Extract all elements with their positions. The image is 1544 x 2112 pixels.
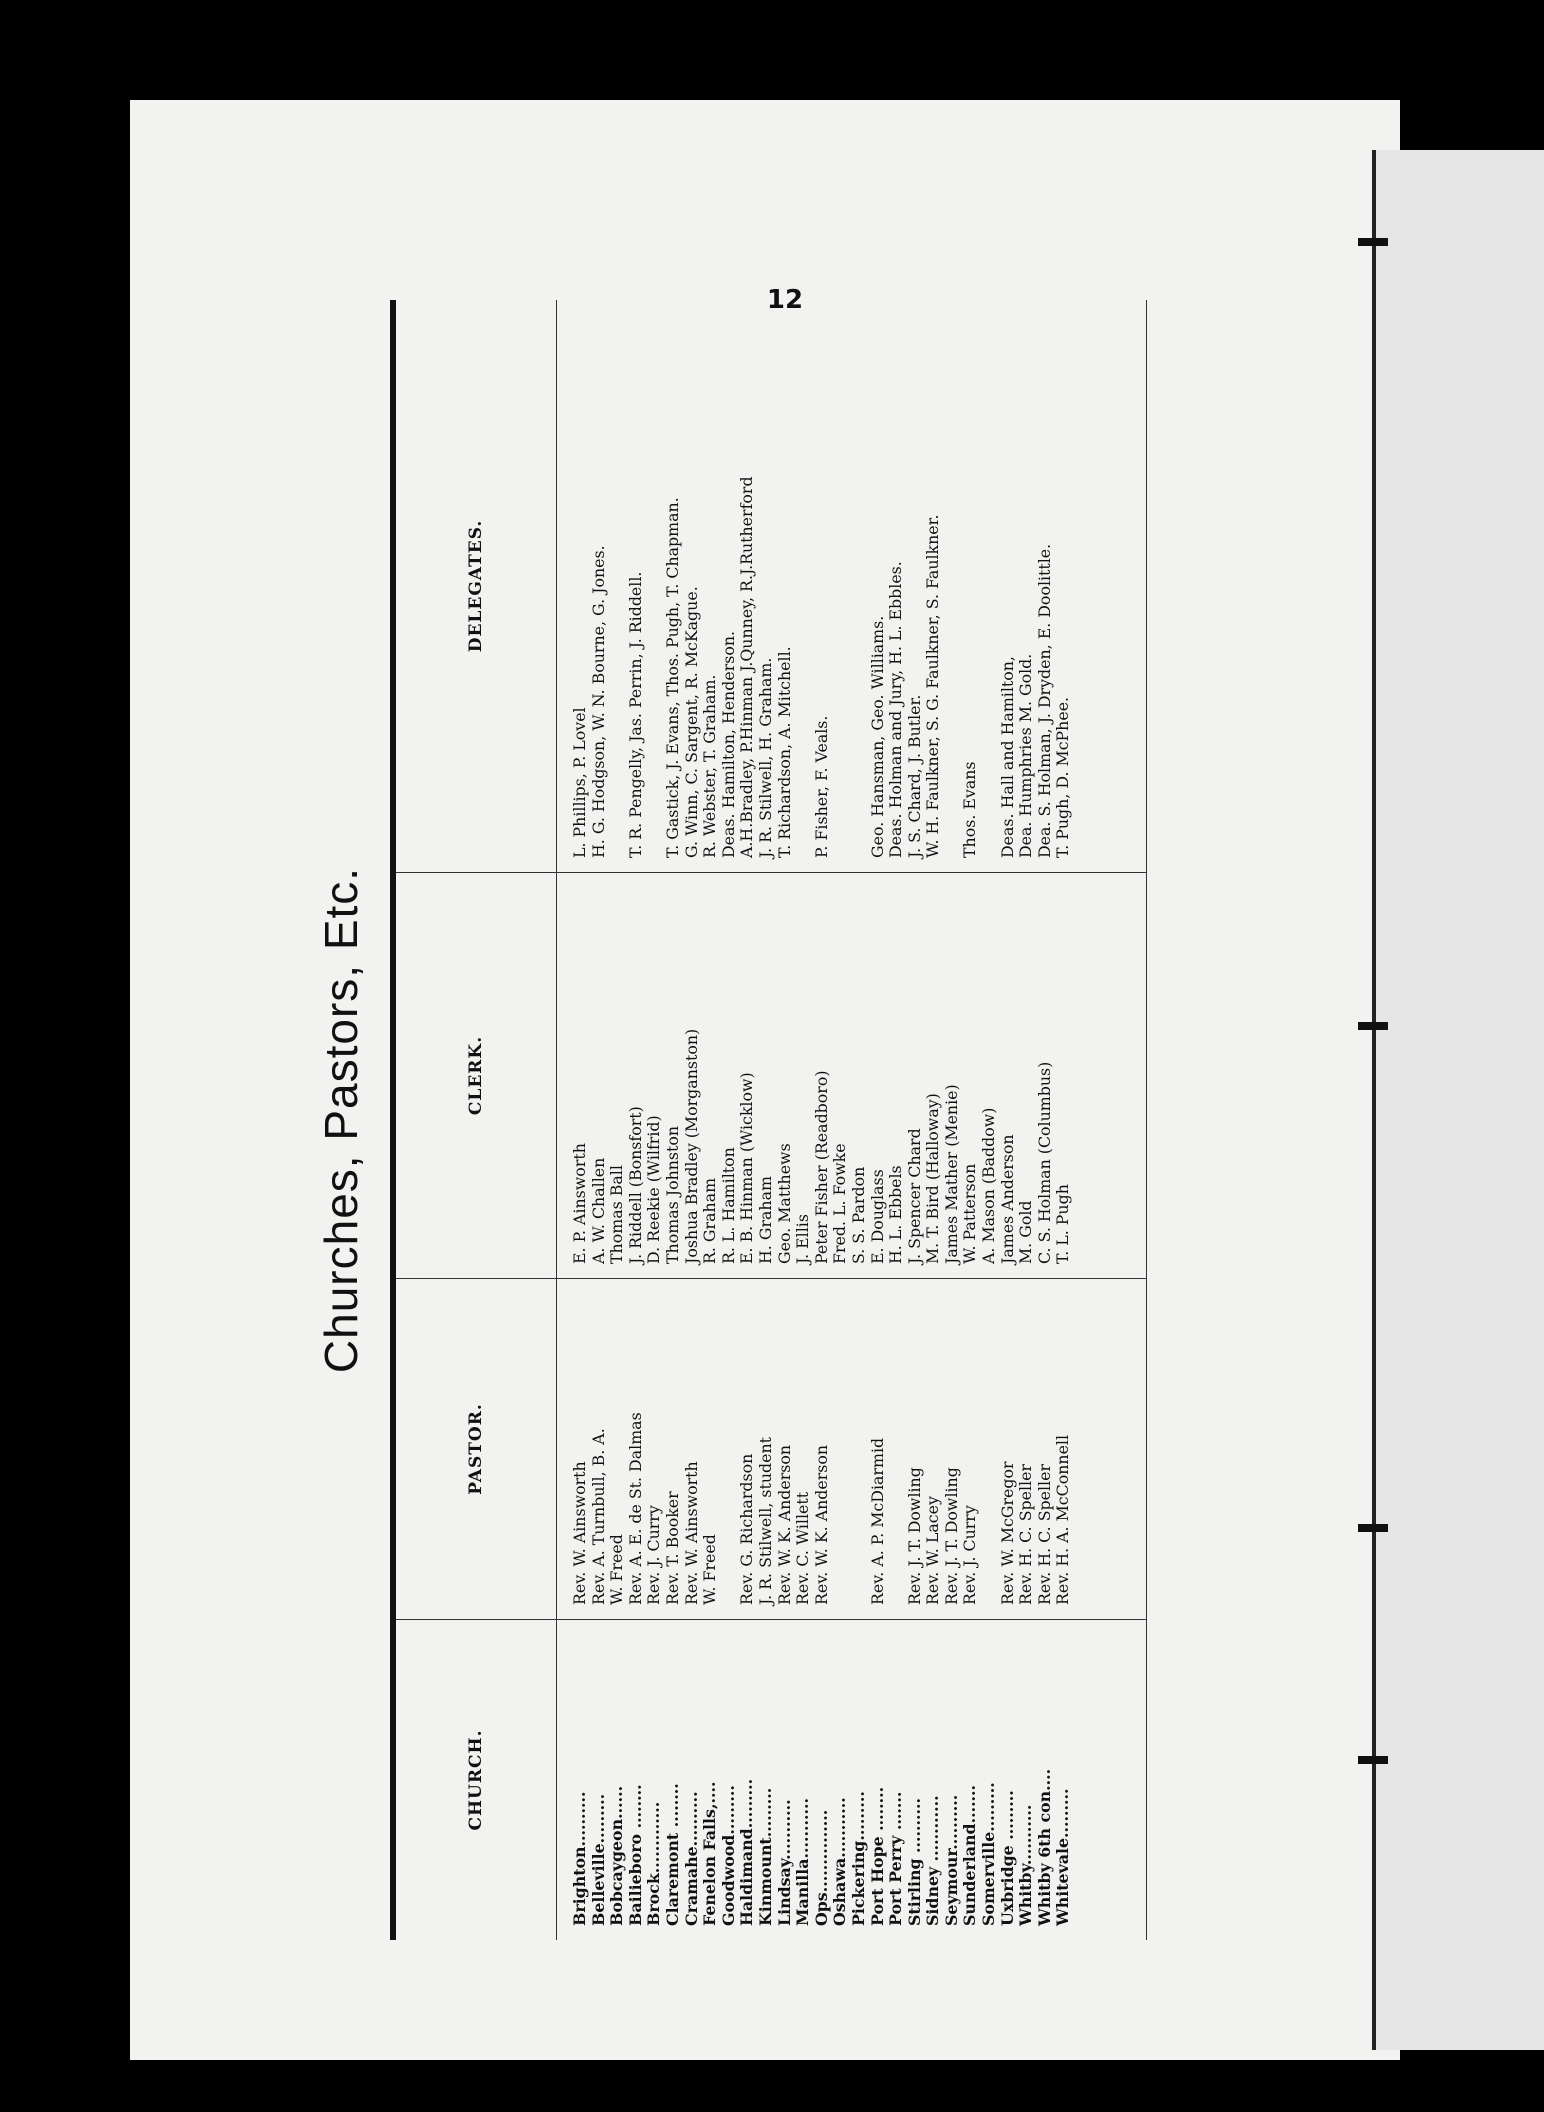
church-name: Manilla...........: [793, 1798, 813, 1926]
delegate-names: Dea. Humphries M. Gold.: [1016, 653, 1036, 858]
church-name: Sunderland.......: [960, 1784, 980, 1926]
pastor-list: [557, 1279, 1073, 1619]
page-number: 12: [766, 285, 804, 316]
pastor-name: [831, 1279, 850, 1605]
staple: [1358, 1524, 1388, 1532]
delegate-names: H. G. Hodgson, W. N. Bourne, G. Jones.: [588, 545, 608, 858]
clerk-name: M. Gold: [1016, 1200, 1036, 1264]
pastor-name: Rev. J. T. Dowling: [904, 1467, 924, 1605]
pastor-name: [850, 1279, 869, 1605]
clerk-name: J. Ellis: [793, 1214, 813, 1264]
delegate-names: T. Pugh, D. McPhee.: [1053, 696, 1073, 858]
clerk-name: D. Reekie (Wilfrid): [644, 1115, 664, 1264]
pastor-name: Rev. W. Lacey: [923, 1496, 943, 1605]
church-name: Haldimand.........: [737, 1778, 757, 1926]
church-name: Port Hope ........: [867, 1786, 887, 1926]
church-name: Seymour..........: [941, 1794, 961, 1926]
church-name: Sidney ............: [923, 1795, 943, 1926]
delegate-names: T. R. Pengelly, Jas. Perrin, J. Riddell.: [625, 571, 645, 858]
clerk-name: Geo. Matthews: [774, 1143, 794, 1264]
clerk-name: James Mather (Menie): [941, 1084, 961, 1264]
church-name: Kinmount.........: [755, 1787, 775, 1926]
rotated-table-page: [315, 285, 1160, 1950]
church-name: Pickering.........: [848, 1791, 868, 1926]
clerk-name: J. Spencer Chard: [904, 1128, 924, 1264]
delegate-names: W. H. Faulkner, S. G. Faulkner, S. Faulkner.: [923, 514, 943, 858]
clerk-name: T. L. Pugh: [1053, 1184, 1073, 1264]
delegate-names: J. R. Stilwell, H. Graham.: [755, 657, 775, 858]
clerk-name: H. L. Ebbels: [886, 1165, 906, 1264]
clerk-name: M. T. Bird (Halloway): [923, 1093, 943, 1264]
pastor-name: Rev. W. K. Anderson: [811, 1444, 831, 1605]
pastor-name: Rev. H. C. Speller: [1016, 1463, 1036, 1605]
church-name: Goodwood.........: [718, 1785, 738, 1926]
clerk-name: Peter Fisher (Readboro): [811, 1070, 831, 1264]
pastor-name: W. Freed: [700, 1534, 720, 1605]
delegate-names: [980, 300, 999, 858]
clerk-name: J. Riddell (Bonsfort): [625, 1106, 645, 1264]
church-name: Whitby...........: [1016, 1804, 1036, 1926]
staple: [1358, 1022, 1388, 1030]
right-page: [1372, 150, 1544, 2050]
pastor-name: Rev. A. P. McDiarmid: [867, 1437, 887, 1605]
church-column: [396, 1620, 1146, 1940]
clerk-name: A. W. Challen: [588, 1157, 608, 1264]
pastor-name: Rev. J. T. Dowling: [941, 1467, 961, 1605]
clerk-name: E. B. Hinman (Wicklow): [737, 1072, 757, 1264]
church-name: Claremont ........: [662, 1783, 682, 1926]
church-name: Lindsay...........: [774, 1799, 794, 1926]
pastor-name: Rev. J. Curry: [960, 1505, 980, 1605]
church-name: Stirling ..........: [904, 1797, 924, 1926]
delegate-names: Deas. Hamilton, Henderson.: [718, 630, 738, 858]
church-name: Belleville.........: [588, 1793, 608, 1926]
delegate-names: Deas. Holman and Jury, H. L. Ebbles.: [886, 561, 906, 858]
delegate-names: Deas. Hall and Hamilton,: [997, 656, 1017, 858]
pastor-name: Rev. C. Willett: [793, 1491, 813, 1605]
pastor-name: Rev. T. Booker: [662, 1491, 682, 1605]
clerk-list: [557, 873, 1073, 1278]
church-name: Uxbridge .........: [997, 1790, 1017, 1926]
bottom-rule: [1146, 300, 1147, 1940]
delegate-names: J. S. Chard, J. Butler.: [904, 694, 924, 858]
church-name: Ops...............: [811, 1809, 831, 1926]
pastor-name: Rev. G. Richardson: [737, 1453, 757, 1605]
delegates-list: [557, 300, 1073, 872]
staple: [1358, 1756, 1388, 1764]
delegate-names: Dea. S. Holman, J. Dryden, E. Doolittle.: [1034, 543, 1054, 858]
pastor-name: Rev. W. K. Anderson: [774, 1444, 794, 1605]
pastor-column: [396, 1279, 1146, 1620]
church-name: Brighton..........: [570, 1791, 589, 1926]
pastor-name: J. R. Stilwell, student: [755, 1437, 775, 1605]
pastor-name: [720, 1279, 739, 1605]
clerk-name: Fred. L. Fowke: [830, 1143, 850, 1264]
delegate-names: [831, 300, 850, 858]
delegate-names: T. Gastick, J. Evans, Thos. Pugh, T. Chapman.: [662, 497, 682, 858]
staple: [1358, 238, 1388, 246]
delegate-names: R. Webster, T. Graham.: [700, 674, 720, 858]
clerk-name: W. Patterson: [960, 1163, 980, 1264]
pastor-name: Rev. J. Curry: [644, 1505, 664, 1605]
delegate-names: P. Fisher, F. Veals.: [811, 715, 831, 858]
clerk-name: A. Mason (Baddow): [979, 1107, 999, 1264]
church-name: Bobcaygeon......: [607, 1785, 627, 1926]
pastor-name: Rev. W. Ainsworth: [570, 1461, 589, 1605]
pastor-name: [887, 1279, 906, 1605]
church-name: Whitby 6th con....: [1034, 1768, 1054, 1926]
delegate-names: Thos. Evans: [960, 761, 980, 858]
delegate-names: G. Winn, C. Sargent, R. McKague.: [681, 586, 701, 858]
pastor-name: W. Freed: [607, 1534, 627, 1605]
delegate-names: [794, 300, 813, 858]
clerk-name: E. P. Ainsworth: [570, 1143, 589, 1264]
clerk-name: Thomas Johnston: [662, 1125, 682, 1264]
church-name: Whitevale.........: [1053, 1788, 1073, 1926]
church-name: Cramahe..........: [681, 1791, 701, 1926]
church-header: CHURCH.: [396, 1620, 557, 1940]
delegate-names: [850, 300, 869, 858]
clerk-name: H. Graham: [755, 1176, 775, 1264]
pastor-name: Rev. H. C. Speller: [1034, 1463, 1054, 1605]
church-name: Somerville.........: [979, 1782, 999, 1926]
clerk-name: R. Graham: [700, 1177, 720, 1264]
clerk-name: Joshua Bradley (Morganston): [681, 1028, 701, 1264]
pastor-header: PASTOR.: [396, 1279, 557, 1619]
church-name: Oshawa...........: [830, 1797, 850, 1926]
delegate-names: A.H.Bradley, P.Hinman J.Qunney, R.J.Rutherford: [737, 476, 757, 858]
pastor-name: Rev. W. Ainsworth: [681, 1461, 701, 1605]
page-title: Churches, Pastors, Etc.: [315, 866, 367, 1374]
church-name: Brock.............: [644, 1801, 664, 1926]
church-name: Fenelon Falls,....: [700, 1781, 720, 1926]
pastor-name: Rev. A. Turnbull, B. A.: [588, 1428, 608, 1605]
clerk-name: S. S. Pardon: [848, 1166, 868, 1264]
clerk-column: [396, 873, 1146, 1279]
clerk-name: E. Douglass: [867, 1169, 887, 1264]
pastor-name: [980, 1279, 999, 1605]
delegate-names: [645, 300, 664, 858]
delegates-header: DELEGATES.: [396, 300, 557, 872]
clerk-name: C. S. Holman (Columbus): [1034, 1061, 1054, 1264]
churches-table: [396, 300, 1146, 1940]
church-name: Bailieboro ........: [625, 1784, 645, 1926]
binding-spine: [1372, 150, 1376, 2050]
clerk-header: CLERK.: [396, 873, 557, 1278]
pastor-name: Rev. A. E. de St. Dalmas: [625, 1412, 645, 1605]
pastor-name: Rev. H. A. McConnell: [1053, 1434, 1073, 1605]
delegate-names: L. Phillips, P. Lovel: [570, 707, 589, 858]
clerk-name: Thomas Ball: [607, 1165, 627, 1264]
delegate-names: [943, 300, 962, 858]
clerk-name: James Anderson: [997, 1134, 1017, 1264]
delegate-names: Geo. Hansman, Geo. Williams.: [867, 615, 887, 858]
delegates-column: [396, 300, 1146, 873]
delegate-names: [608, 300, 627, 858]
church-list: [557, 1620, 1073, 1940]
clerk-name: R. L. Hamilton: [718, 1147, 738, 1264]
pastor-name: Rev. W. McGregor: [997, 1461, 1017, 1605]
church-name: Port Perry .......: [886, 1791, 906, 1926]
delegate-names: T. Richardson, A. Mitchell.: [774, 646, 794, 858]
